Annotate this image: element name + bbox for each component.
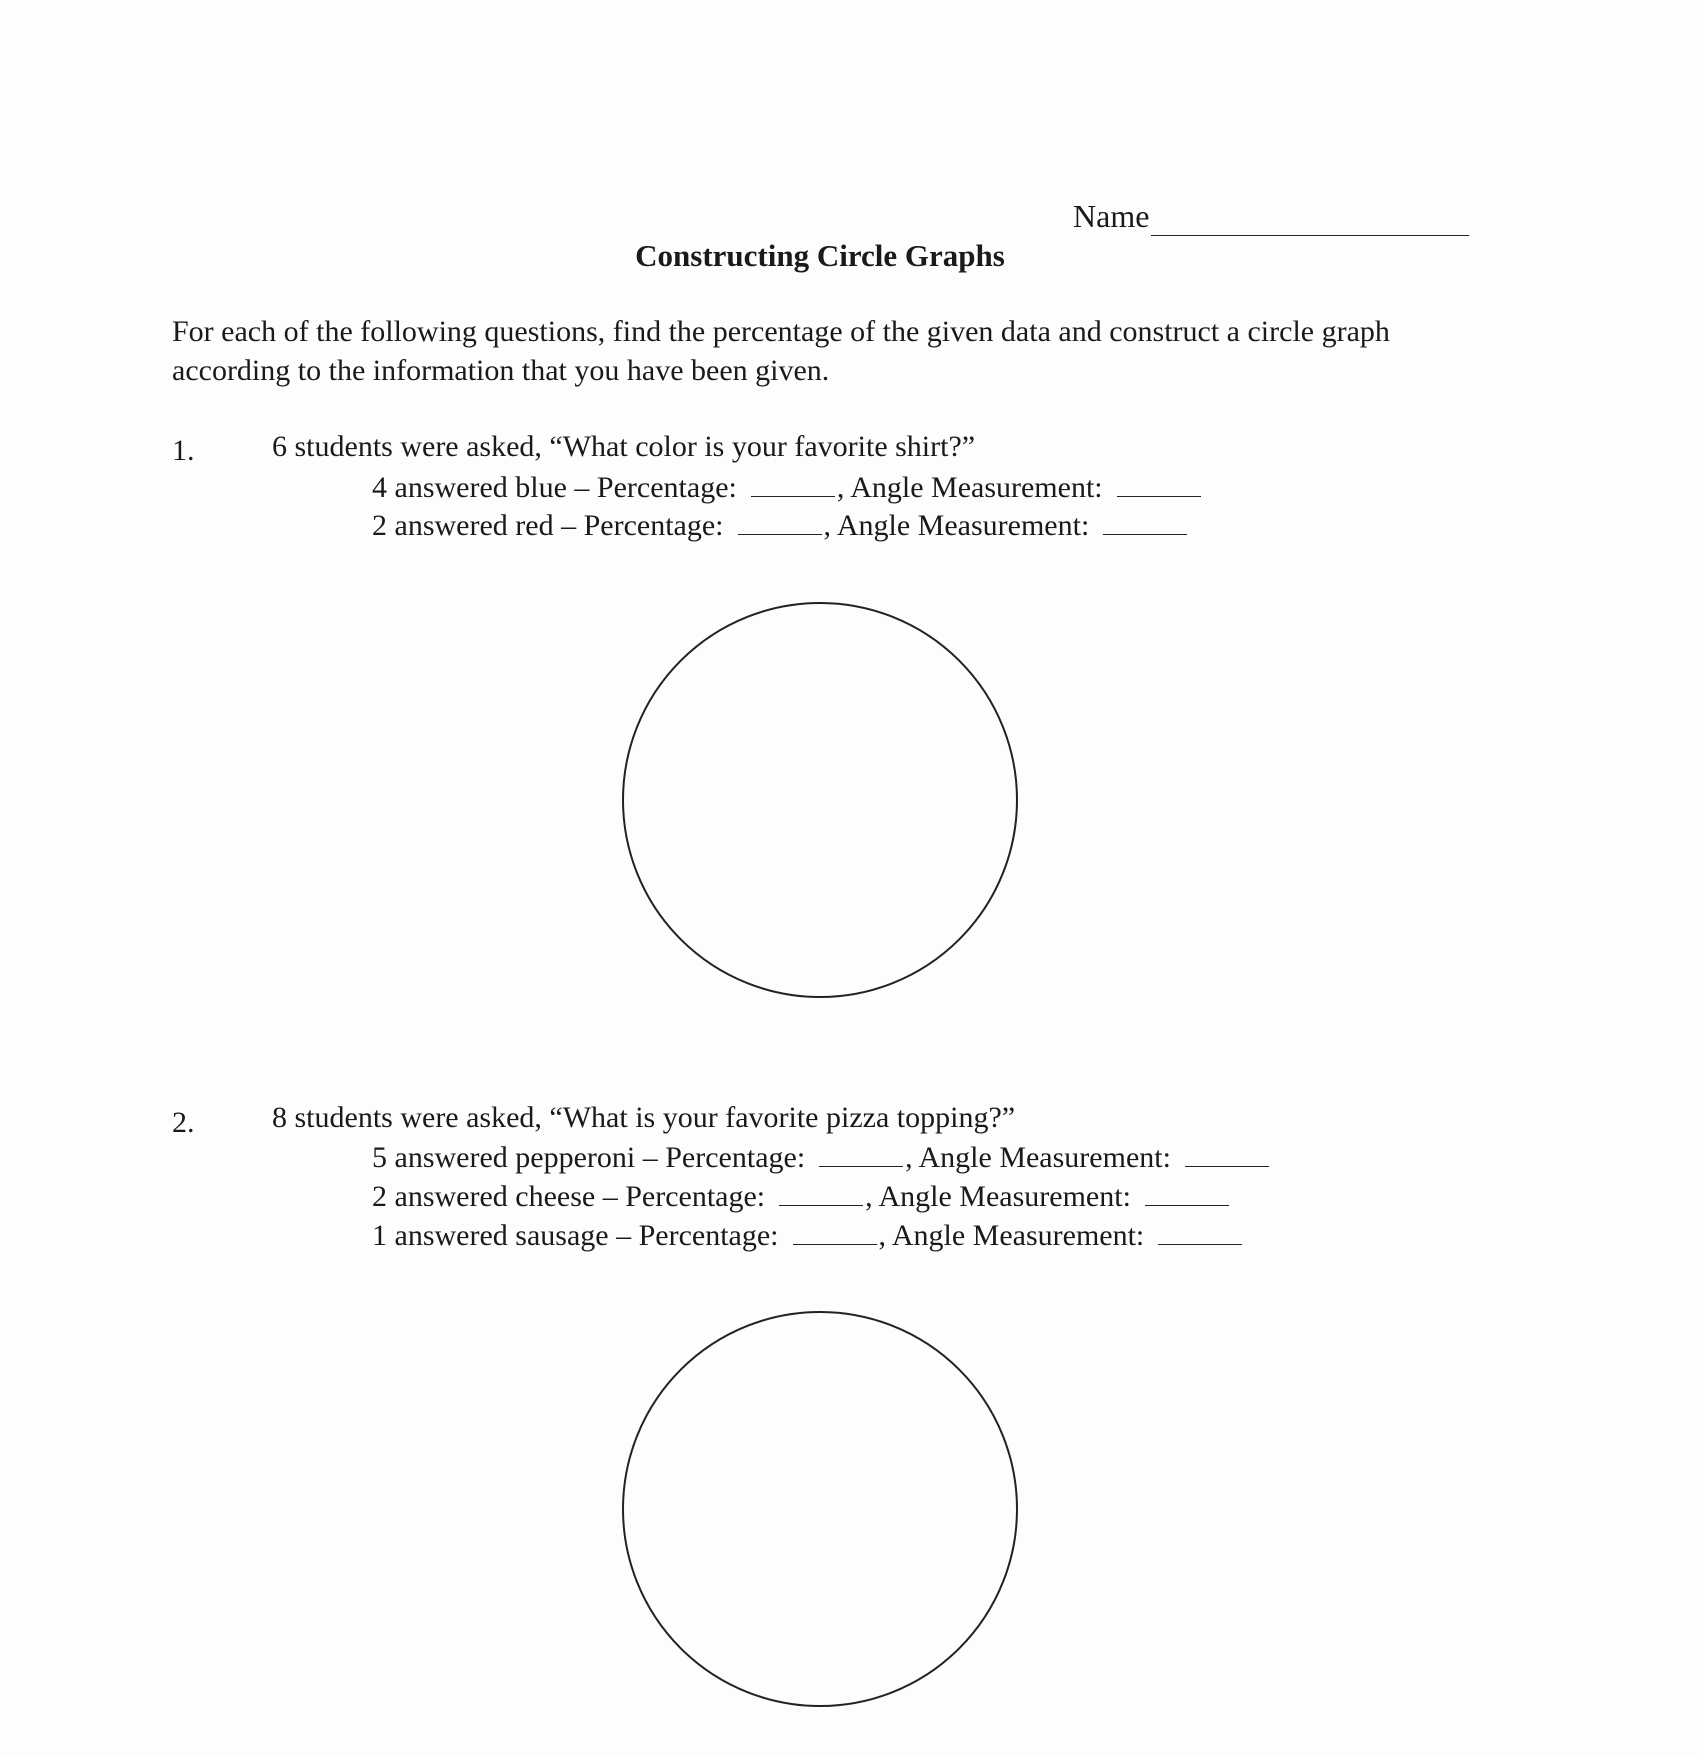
question-1-number: 1. xyxy=(172,434,195,467)
page-title: Constructing Circle Graphs xyxy=(635,238,1005,273)
question-2-answer-1: 5 answered pepperoni – Percentage: , Angle Measurement: xyxy=(372,1136,1271,1177)
name-blank[interactable] xyxy=(1151,201,1469,236)
name-field[interactable] xyxy=(1073,196,1469,236)
instructions: For each of the following questions, find the percentage of the given data and construct a circle graph according to the information that you have been given. xyxy=(172,315,1390,387)
percentage-blank[interactable] xyxy=(793,1214,877,1245)
question-1-circle-graph[interactable] xyxy=(622,602,1018,998)
question-1-answer-2: 2 answered red – Percentage: , Angle Measurement: xyxy=(372,504,1189,545)
percentage-blank[interactable] xyxy=(819,1136,903,1167)
percentage-blank[interactable] xyxy=(751,466,835,497)
angle-blank[interactable] xyxy=(1158,1214,1242,1245)
angle-blank[interactable] xyxy=(1117,466,1201,497)
angle-blank[interactable] xyxy=(1103,504,1187,535)
angle-blank[interactable] xyxy=(1145,1175,1229,1206)
question-2-prompt: 8 students were asked, “What is your favorite pizza topping?” xyxy=(272,1101,1016,1134)
question-1-answer-1: 4 answered blue – Percentage: , Angle Measurement: xyxy=(372,466,1203,507)
percentage-blank[interactable] xyxy=(738,504,822,535)
percentage-blank[interactable] xyxy=(779,1175,863,1206)
name-label: Name xyxy=(1073,198,1150,234)
question-2-number: 2. xyxy=(172,1106,195,1139)
question-2-answer-2: 2 answered cheese – Percentage: , Angle Measurement: xyxy=(372,1175,1231,1216)
question-1-prompt: 6 students were asked, “What color is your favorite shirt?” xyxy=(272,430,976,463)
angle-blank[interactable] xyxy=(1185,1136,1269,1167)
question-2-answer-3: 1 answered sausage – Percentage: , Angle Measurement: xyxy=(372,1214,1244,1255)
question-2-circle-graph[interactable] xyxy=(622,1311,1018,1707)
